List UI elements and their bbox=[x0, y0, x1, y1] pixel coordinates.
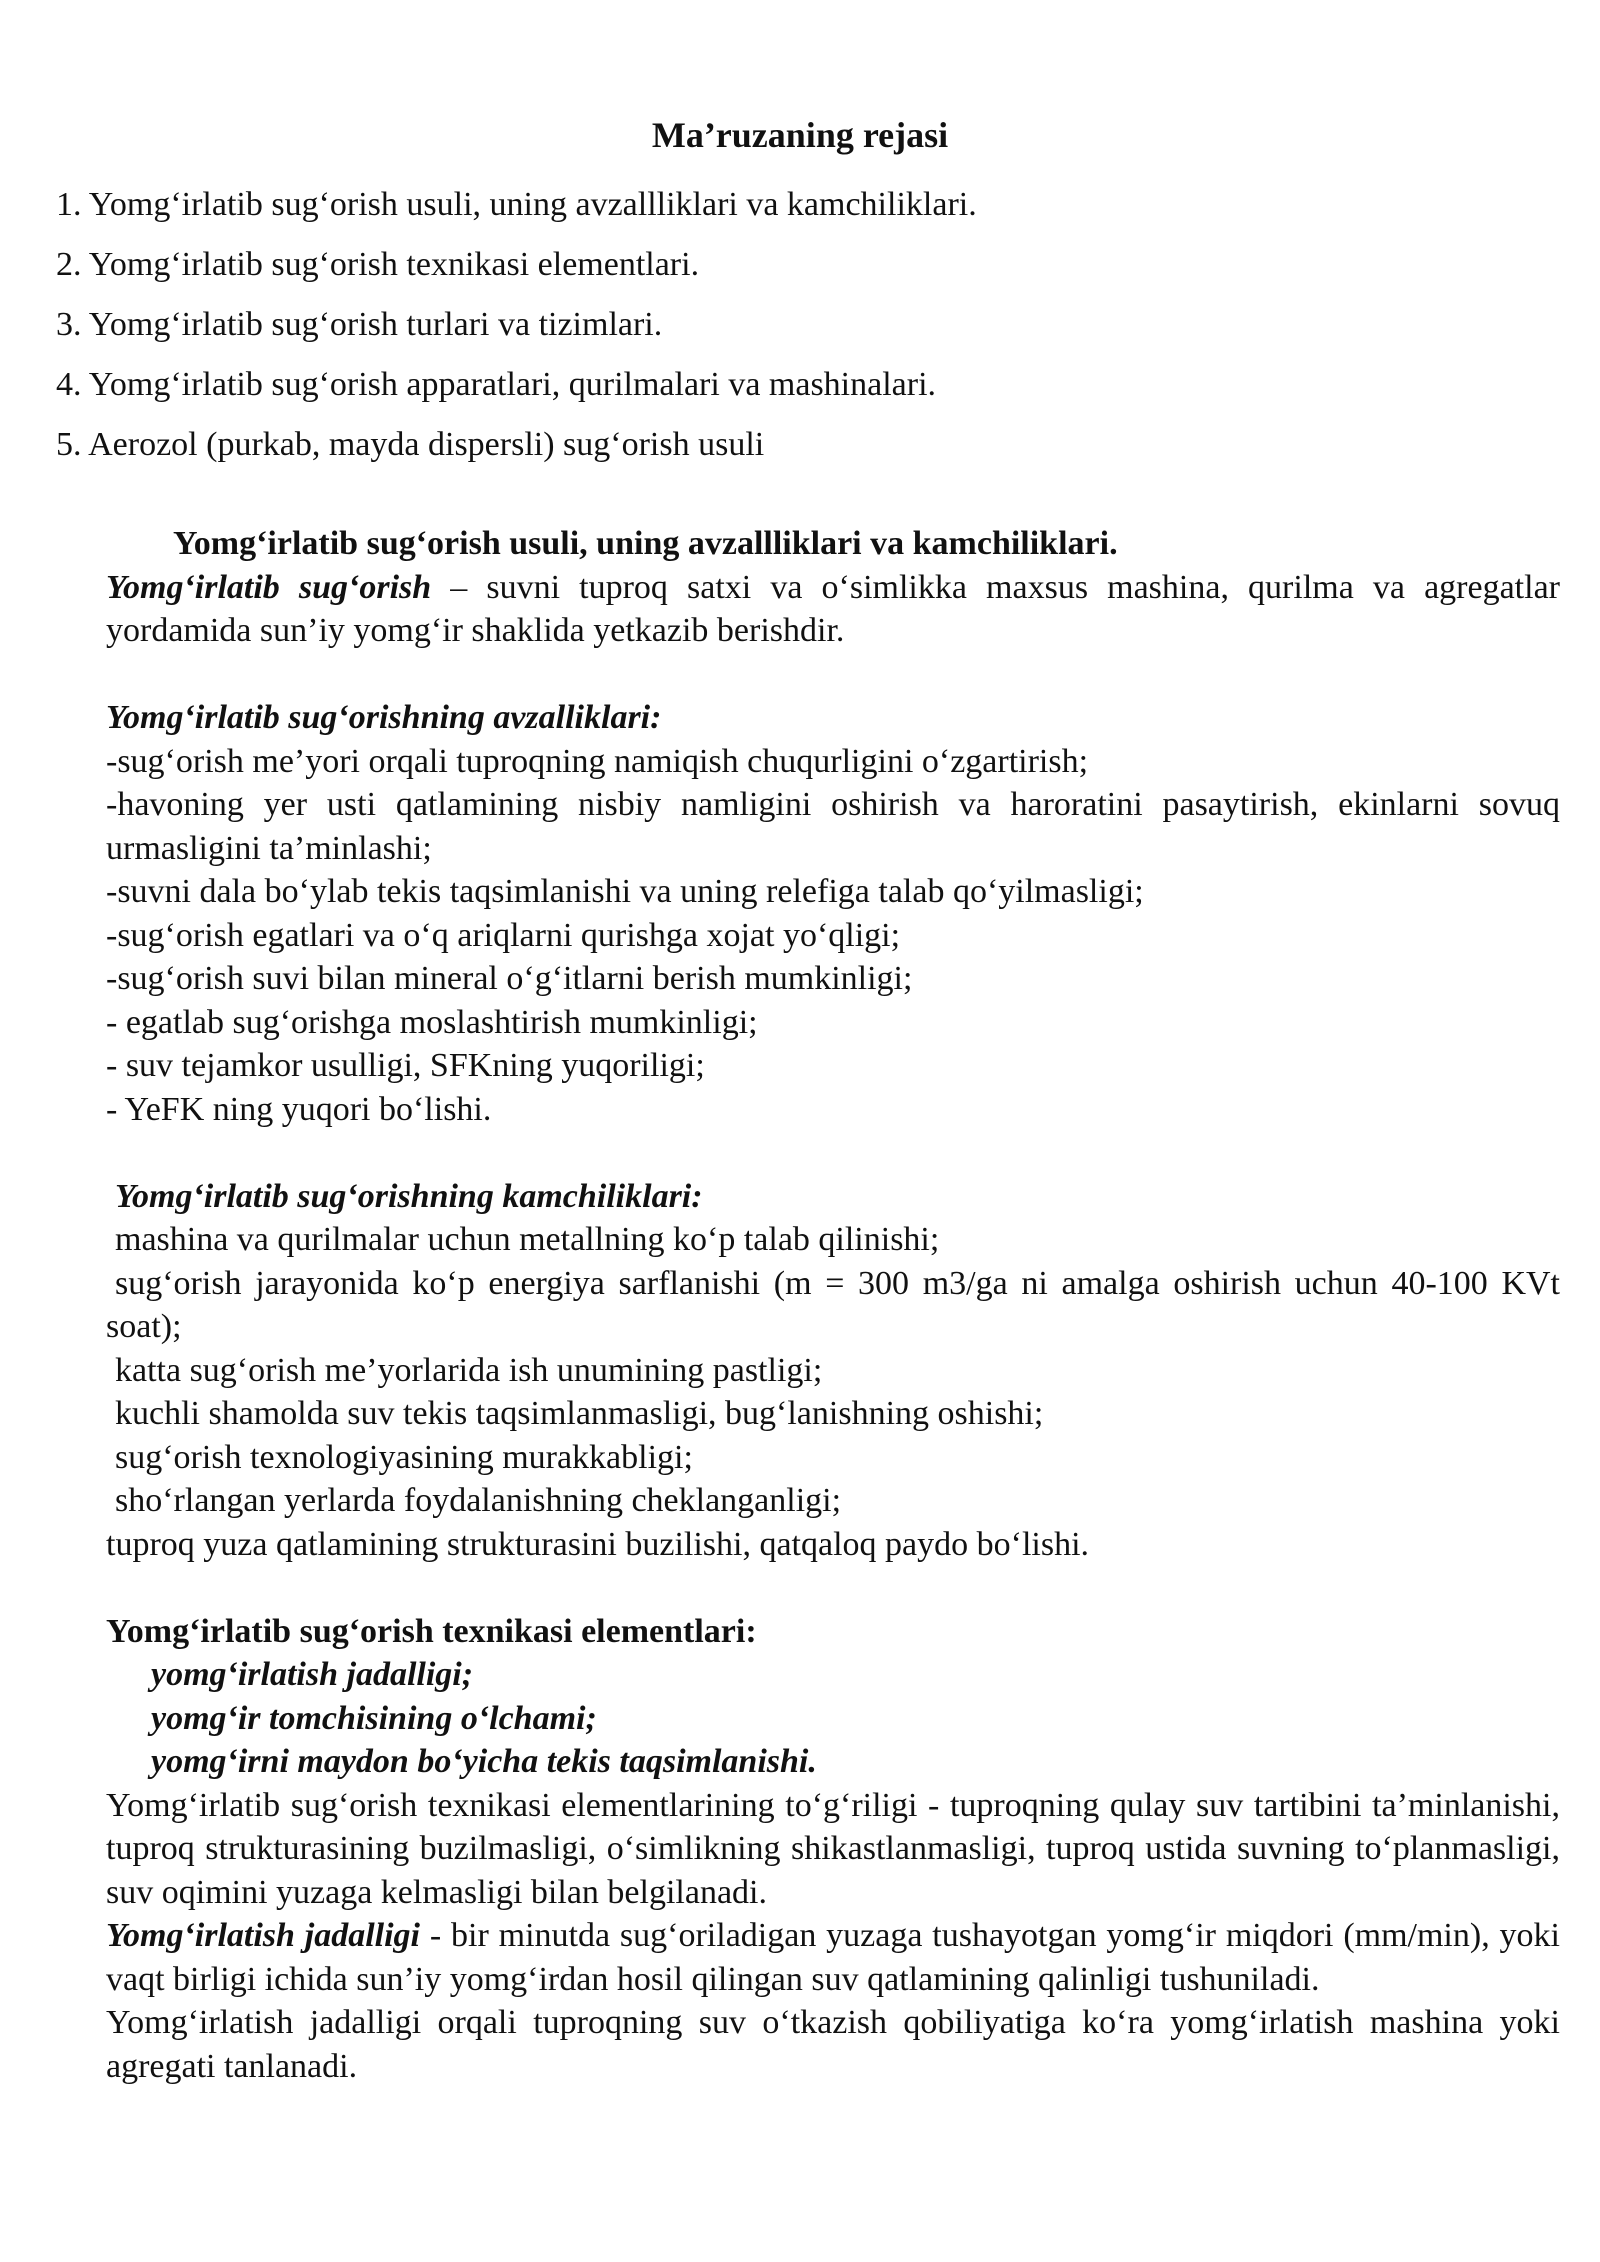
intensity-definition bbox=[106, 1914, 1560, 2001]
plan-item: 3. Yomg‘irlatib sug‘orish turlari va tizimlari. bbox=[56, 306, 663, 343]
advantage-item: -havoning yer usti qatlamining nisbiy namligini oshirish va haroratini pasaytirish, ekinlarni sovuq urmasligini ta’minlashi; bbox=[106, 786, 1560, 867]
plan-title: Ma’ruzaning rejasi bbox=[651, 115, 949, 155]
disadvantage-item: sho‘rlangan yerlarda foydalanishning cheklanganligi; bbox=[115, 1482, 842, 1519]
disadvantage-text: sug‘orish jarayonida ko‘p energiya sarflanishi (m = 300 m3/ga ni amalga oshirish uchun 40-100 KVt soat); bbox=[106, 1264, 1560, 1345]
disadvantage-item: kuchli shamolda suv tekis taqsimlanmasligi, bug‘lanishning oshishi; bbox=[115, 1395, 1044, 1432]
plan-item: 4. Yomg‘irlatib sug‘orish apparatlari, qurilmalari va mashinalari. bbox=[56, 366, 937, 403]
disadvantage-item: mashina va qurilmalar uchun metallning ko‘p talab qilinishi; bbox=[115, 1221, 940, 1258]
disadvantages-heading: Yomg‘irlatib sug‘orishning kamchiliklari: bbox=[115, 1177, 703, 1215]
intensity-text: - bir minutda sug‘oriladigan yuzaga tushayotgan yomg‘ir miqdori (mm/min), yoki vaqt birligi ichida sun’iy yomg‘irdan hosil qilingan suv qatlamining qalinligi tushuniladi. bbox=[106, 1917, 1560, 1998]
disadvantage-item bbox=[106, 1262, 1560, 1349]
advantage-item: -sug‘orish suvi bilan mineral o‘g‘itlarni berish mumkinligi; bbox=[106, 960, 913, 997]
definition-paragraph bbox=[106, 566, 1560, 653]
intensity-term: Yomg‘irlatish jadalligi bbox=[106, 1917, 421, 1954]
advantage-item: -suvni dala bo‘ylab tekis taqsimlanishi va uning relefiga talab qo‘yilmasligi; bbox=[106, 873, 1144, 910]
element-item: yomg‘irlatish jadalligi; bbox=[151, 1656, 474, 1693]
advantage-item: -sug‘orish me’yori orqali tuproqning namiqish chuqurligini o‘zgartirish; bbox=[106, 742, 1089, 780]
elements-heading: Yomg‘irlatib sug‘orish texnikasi elementlari: bbox=[106, 1612, 757, 1650]
advantage-item: - suv tejamkor usulligi, SFKning yuqoriligi; bbox=[106, 1047, 705, 1084]
elements-paragraph: Yomg‘irlatib sug‘orish texnikasi elementlarining to‘g‘riligi - tuproqning qulay suv tartibini ta’minlanishi, tuproq strukturasining buzilmasligi, o‘simlikning shikastlanmasligi, tuproq ustida suvning to‘planmasligi, suv oqimini yuzaga kelmasligi bilan belgilanadi. bbox=[106, 1786, 1560, 1911]
plan-list bbox=[56, 175, 1536, 475]
advantage-item: - YeFK ning yuqori bo‘lishi. bbox=[106, 1090, 492, 1128]
element-item: yomg‘ir tomchisining o‘lchami; bbox=[151, 1699, 597, 1737]
definition-text: – suvni tuproq satxi va o‘simlikka maxsus mashina, qurilma va agregatlar yordamida sun’iy yomg‘ir shaklida yetkazib berishdir. bbox=[106, 568, 1560, 649]
disadvantage-item: katta sug‘orish me’yorlarida ish unumining pastligi; bbox=[115, 1351, 823, 1389]
definition-term: Yomg‘irlatib sug‘orish bbox=[106, 568, 432, 606]
plan-item: 5. Aerozol (purkab, mayda dispersli) sug‘orish usuli bbox=[56, 426, 765, 463]
element-item: yomg‘irni maydon bo‘yicha tekis taqsimlanishi. bbox=[151, 1743, 817, 1780]
section-heading: Yomg‘irlatib sug‘orish usuli, uning avzallliklari va kamchiliklari. bbox=[173, 525, 1118, 562]
plan-item: 1. Yomg‘irlatib sug‘orish usuli, uning avzallliklari va kamchiliklari. bbox=[56, 186, 977, 223]
intensity-paragraph: Yomg‘irlatish jadalligi orqali tuproqning suv o‘tkazish qobiliyatiga ko‘ra yomg‘irlatish mashina yoki agregati tanlanadi. bbox=[106, 2004, 1560, 2085]
disadvantage-item: sug‘orish texnologiyasining murakkabligi; bbox=[115, 1438, 693, 1476]
spacer bbox=[106, 1131, 1560, 1175]
advantages-heading: Yomg‘irlatib sug‘orishning avzalliklari: bbox=[106, 699, 662, 736]
spacer bbox=[106, 1566, 1560, 1610]
disadvantage-item: tuproq yuza qatlamining strukturasini buzilishi, qatqaloq paydo bo‘lishi. bbox=[106, 1525, 1090, 1563]
advantage-item: -sug‘orish egatlari va o‘q ariqlarni qurishga xojat yo‘qligi; bbox=[106, 916, 901, 954]
lecture-body bbox=[106, 522, 1560, 2088]
plan-item: 2. Yomg‘irlatib sug‘orish texnikasi elementlari. bbox=[56, 246, 700, 283]
spacer bbox=[106, 653, 1560, 697]
advantage-item: - egatlab sug‘orishga moslashtirish mumkinligi; bbox=[106, 1003, 758, 1041]
